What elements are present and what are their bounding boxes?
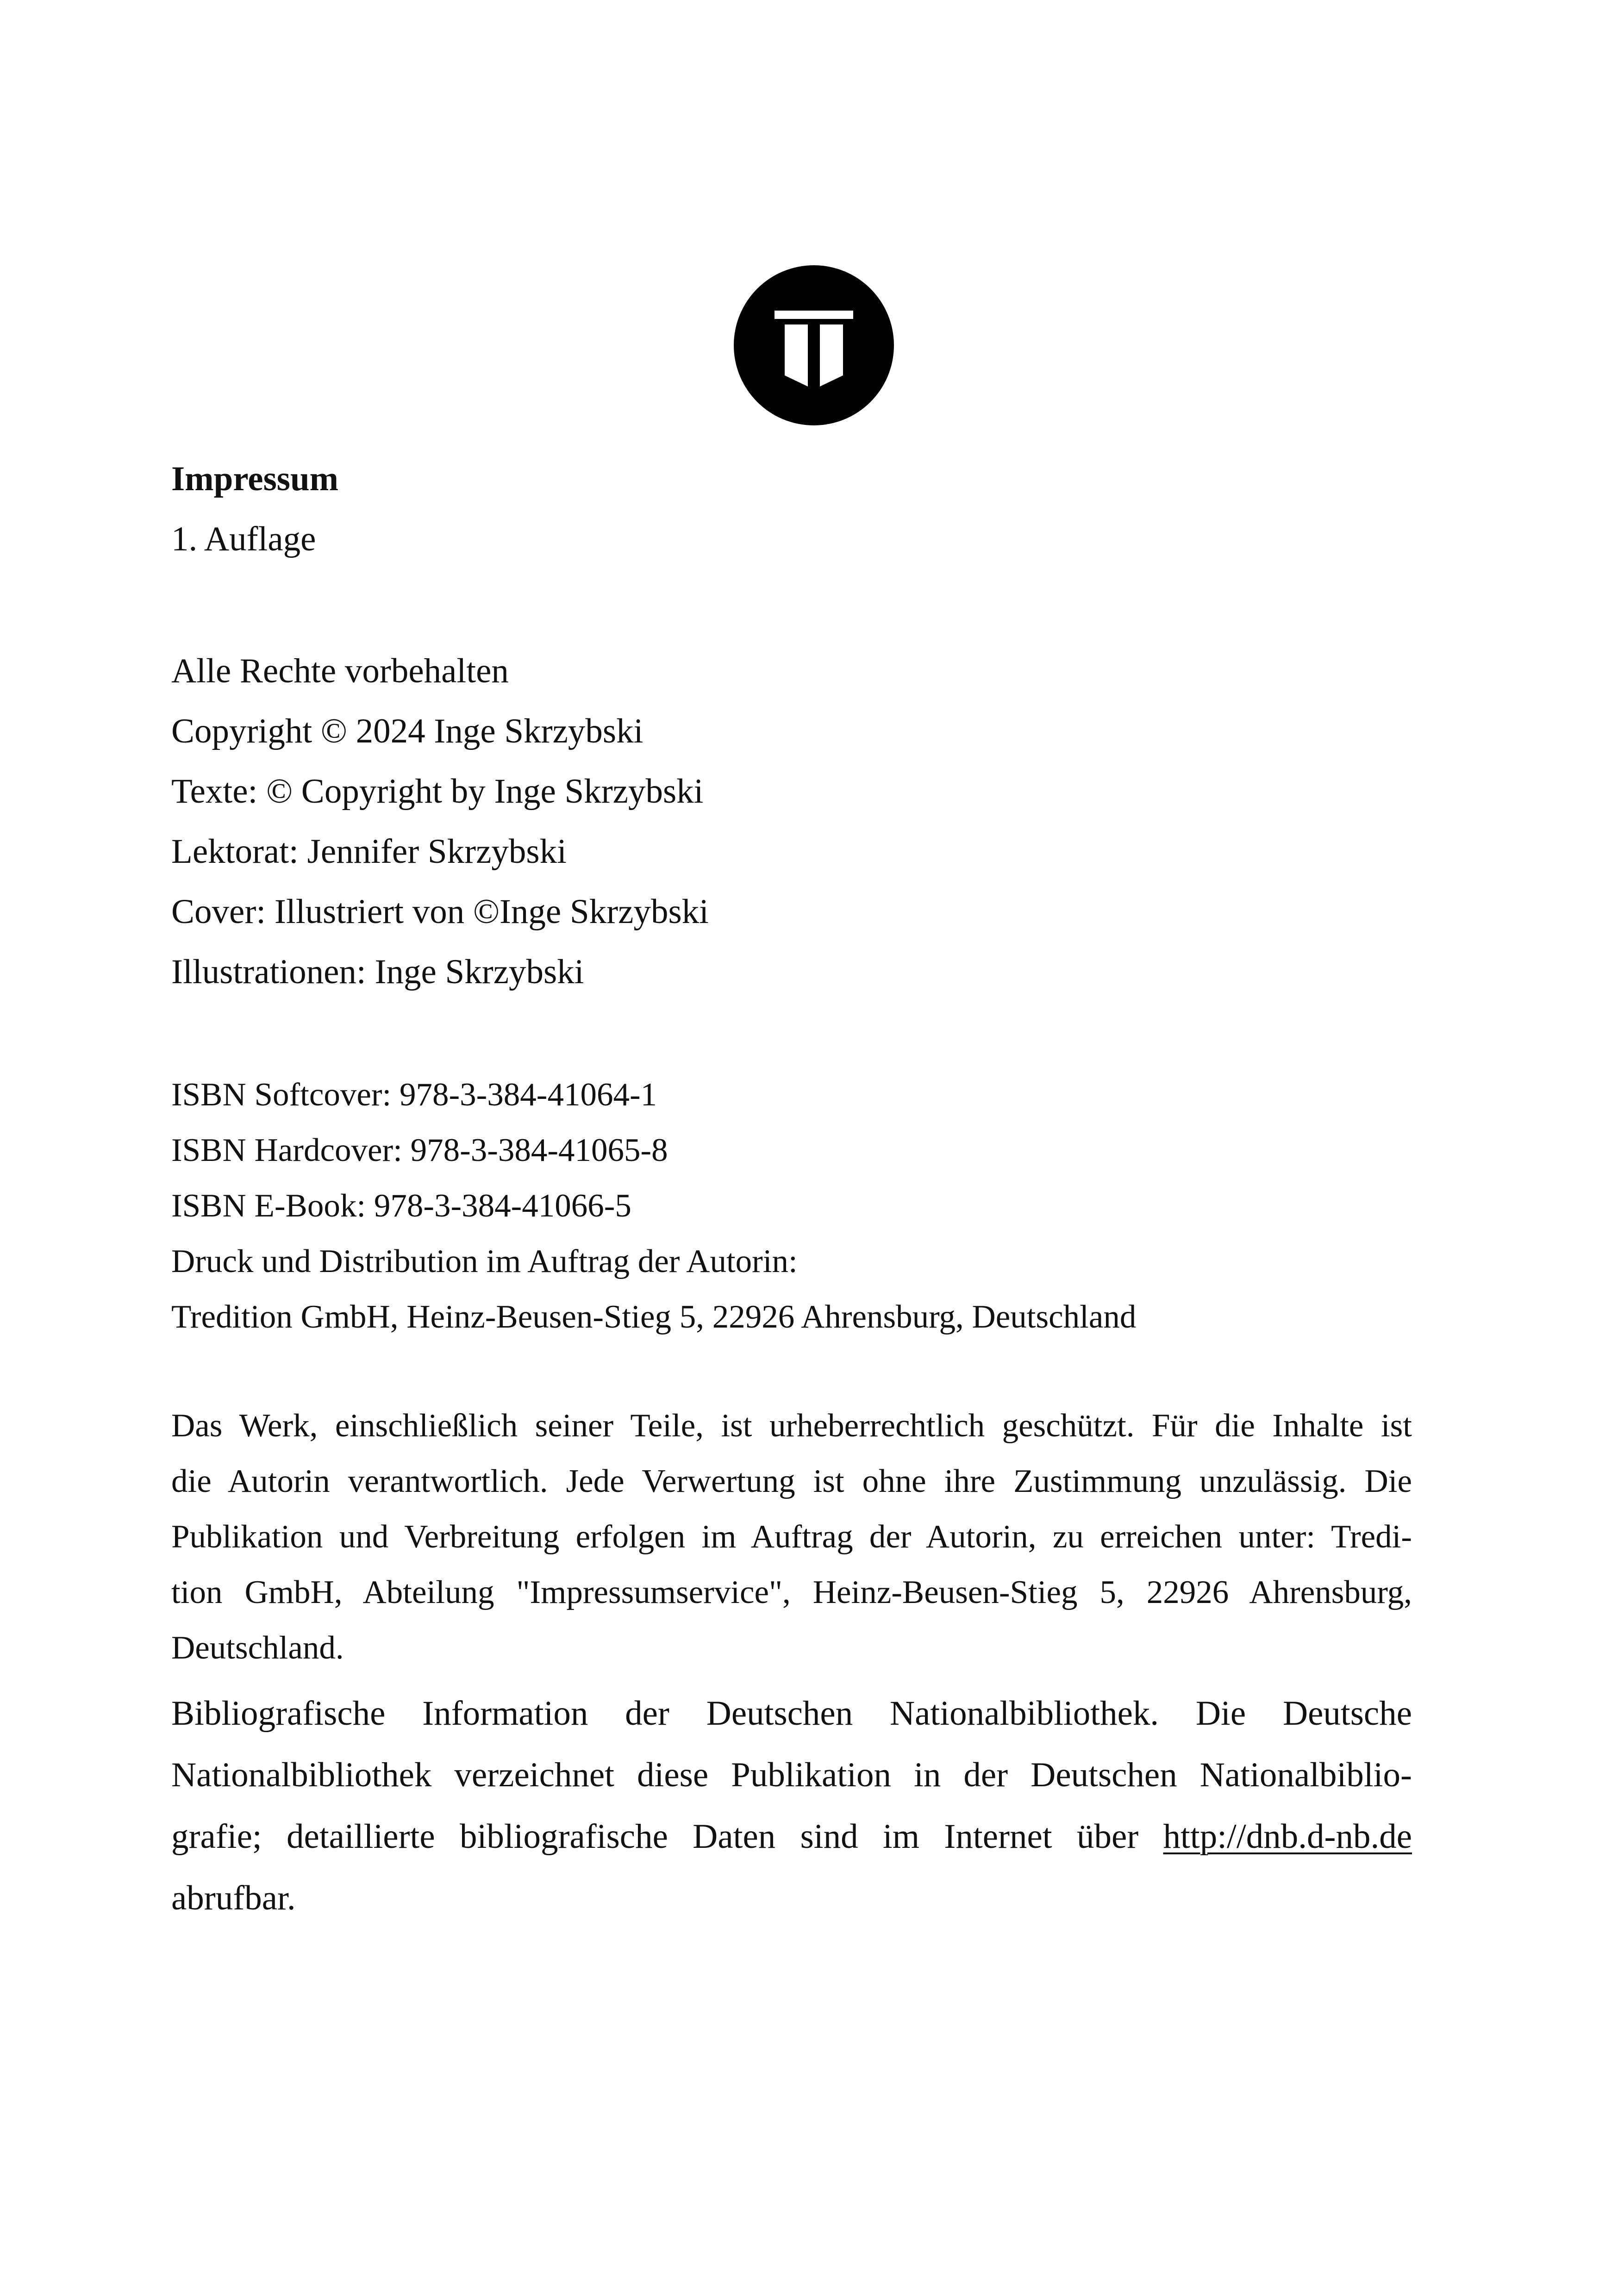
biblio-line: Nationalbibliothek verzeichnet diese Publikation in der Deutschen Nationalbiblio-	[171, 1756, 1412, 1794]
imprint-title: Impressum	[171, 460, 339, 498]
dnb-link[interactable]: http://dnb.d-nb.de	[1163, 1817, 1412, 1856]
biblio-line-with-link	[171, 1806, 1412, 1867]
distribution-label: Druck und Distribution im Auftrag der Autorin:	[171, 1243, 798, 1279]
texts-copyright: Texte: © Copyright by Inge Skrzybski	[171, 772, 704, 811]
legal-line: die Autorin verantwortlich. Jede Verwertung ist ohne ihre Zustimmung unzulässig. Die	[171, 1463, 1412, 1499]
legal-line: Publikation und Verbreitung erfolgen im Auftrag der Autorin, zu erreichen unter: Tredi-	[171, 1519, 1412, 1555]
isbn-ebook: ISBN E-Book: 978-3-384-41066-5	[171, 1188, 631, 1224]
isbn-hardcover: ISBN Hardcover: 978-3-384-41065-8	[171, 1132, 668, 1168]
isbn-softcover: ISBN Softcover: 978-3-384-41064-1	[171, 1077, 657, 1113]
publisher-logo-icon	[734, 265, 894, 425]
biblio-line: Bibliografische Information der Deutschen Nationalbibliothek. Die Deutsche	[171, 1694, 1412, 1733]
bibliographic-notice	[171, 1683, 1412, 1929]
legal-line: Deutschland.	[171, 1630, 344, 1666]
legal-notice	[171, 1398, 1412, 1676]
rights-section	[171, 641, 1412, 1002]
publisher-address: Tredition GmbH, Heinz-Beusen-Stieg 5, 22926 Ahrensburg, Deutschland	[171, 1299, 1137, 1335]
legal-line: Das Werk, einschließlich seiner Teile, ist urheberrechtlich geschützt. Für die Inhalte ist	[171, 1408, 1412, 1444]
edition-label: 1. Auflage	[171, 520, 316, 558]
biblio-line: abrufbar.	[171, 1879, 296, 1917]
rights-reserved: Alle Rechte vorbehalten	[171, 652, 509, 690]
editor-line: Lektorat: Jennifer Skrzybski	[171, 832, 567, 871]
copyright-line: Copyright © 2024 Inge Skrzybski	[171, 712, 643, 750]
cover-line: Cover: Illustriert von ©Inge Skrzybski	[171, 892, 709, 931]
biblio-text: grafie; detaillierte bibliografische Daten sind im Internet über	[171, 1817, 1139, 1856]
isbn-section	[171, 1067, 1412, 1345]
legal-line: tion GmbH, Abteilung "Impressumservice", Heinz-Beusen-Stieg 5, 22926 Ahrensburg,	[171, 1574, 1412, 1610]
illustrations-line: Illustrationen: Inge Skrzybski	[171, 953, 584, 991]
